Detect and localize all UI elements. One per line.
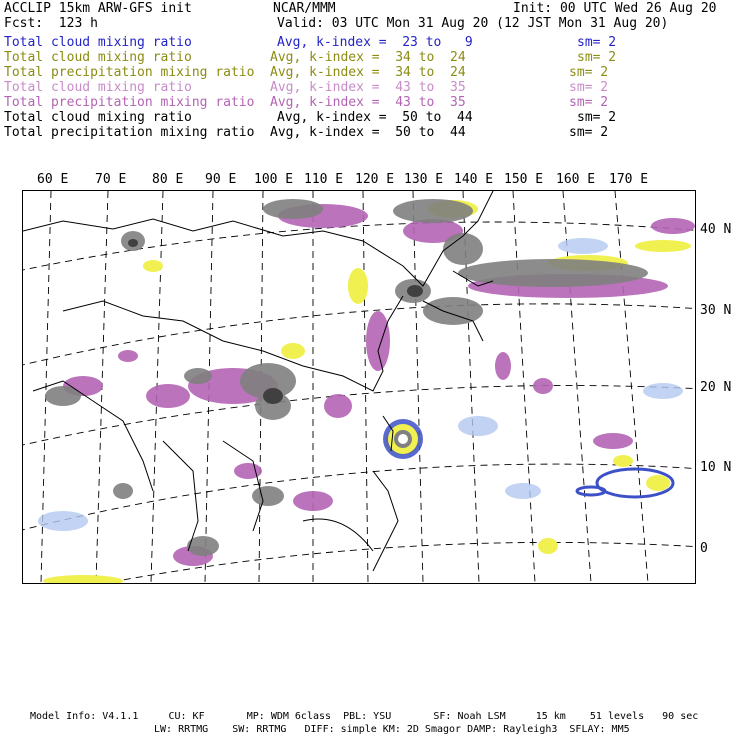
physics-info-line: LW: RRTMG SW: RRTMG DIFF: simple KM: 2D Smagor DAMP: Rayleigh3 SFLAY: MM5 — [154, 724, 630, 735]
lat-label: 20 N — [700, 380, 732, 395]
map-panel — [22, 190, 696, 584]
field-name: Total cloud mixing ratio — [4, 35, 192, 50]
field-avg: Avg, k-index = 50 to 44 — [277, 110, 473, 125]
lat-label: 40 N — [700, 222, 732, 237]
field-name: Total precipitation mixing ratio — [4, 125, 255, 140]
field-name: Total precipitation mixing ratio — [4, 95, 255, 110]
lon-label: 160 E — [556, 172, 596, 187]
map-canvas — [23, 191, 695, 583]
lon-label: 100 E — [254, 172, 294, 187]
model-info-line: Model Info: V4.1.1 CU: KF MP: WDM 6class PBL: YSU SF: Noah LSM 15 km 51 levels 90 sec — [30, 711, 699, 722]
init-time: Init: 00 UTC Wed 26 Aug 20 — [513, 1, 717, 16]
org-label: NCAR/MMM — [273, 1, 336, 16]
lon-label: 90 E — [205, 172, 237, 187]
valid-time: Valid: 03 UTC Mon 31 Aug 20 (12 JST Mon 31 Aug 20) — [277, 16, 669, 31]
field-name: Total cloud mixing ratio — [4, 80, 192, 95]
lon-label: 70 E — [95, 172, 127, 187]
model-title: ACCLIP 15km ARW-GFS init — [4, 1, 192, 16]
field-name: Total cloud mixing ratio — [4, 110, 192, 125]
lat-label: 10 N — [700, 460, 732, 475]
field-sm: sm= 2 — [577, 35, 617, 50]
field-sm: sm= 2 — [577, 50, 617, 65]
lon-label: 110 E — [304, 172, 344, 187]
lon-label: 150 E — [504, 172, 544, 187]
cloud-field — [38, 199, 695, 583]
forecast-hour: Fcst: 123 h — [4, 16, 98, 31]
field-sm: sm= 2 — [577, 110, 617, 125]
field-sm: sm= 2 — [569, 125, 609, 140]
lon-label: 120 E — [355, 172, 395, 187]
field-sm: sm= 2 — [569, 80, 609, 95]
lon-label: 80 E — [152, 172, 184, 187]
lat-label: 0 — [700, 541, 708, 556]
field-avg: Avg, k-index = 43 to 35 — [270, 95, 466, 110]
field-name: Total cloud mixing ratio — [4, 50, 192, 65]
lon-label: 170 E — [609, 172, 649, 187]
field-avg: Avg, k-index = 43 to 35 — [270, 80, 466, 95]
field-avg: Avg, k-index = 50 to 44 — [270, 125, 466, 140]
lon-label: 60 E — [37, 172, 69, 187]
field-avg: Avg, k-index = 34 to 24 — [270, 50, 466, 65]
lon-label: 140 E — [454, 172, 494, 187]
field-avg: Avg, k-index = 34 to 24 — [270, 65, 466, 80]
field-name: Total precipitation mixing ratio — [4, 65, 255, 80]
field-avg: Avg, k-index = 23 to 9 — [277, 35, 473, 50]
lat-label: 30 N — [700, 303, 732, 318]
field-sm: sm= 2 — [569, 95, 609, 110]
lon-label: 130 E — [404, 172, 444, 187]
field-sm: sm= 2 — [569, 65, 609, 80]
